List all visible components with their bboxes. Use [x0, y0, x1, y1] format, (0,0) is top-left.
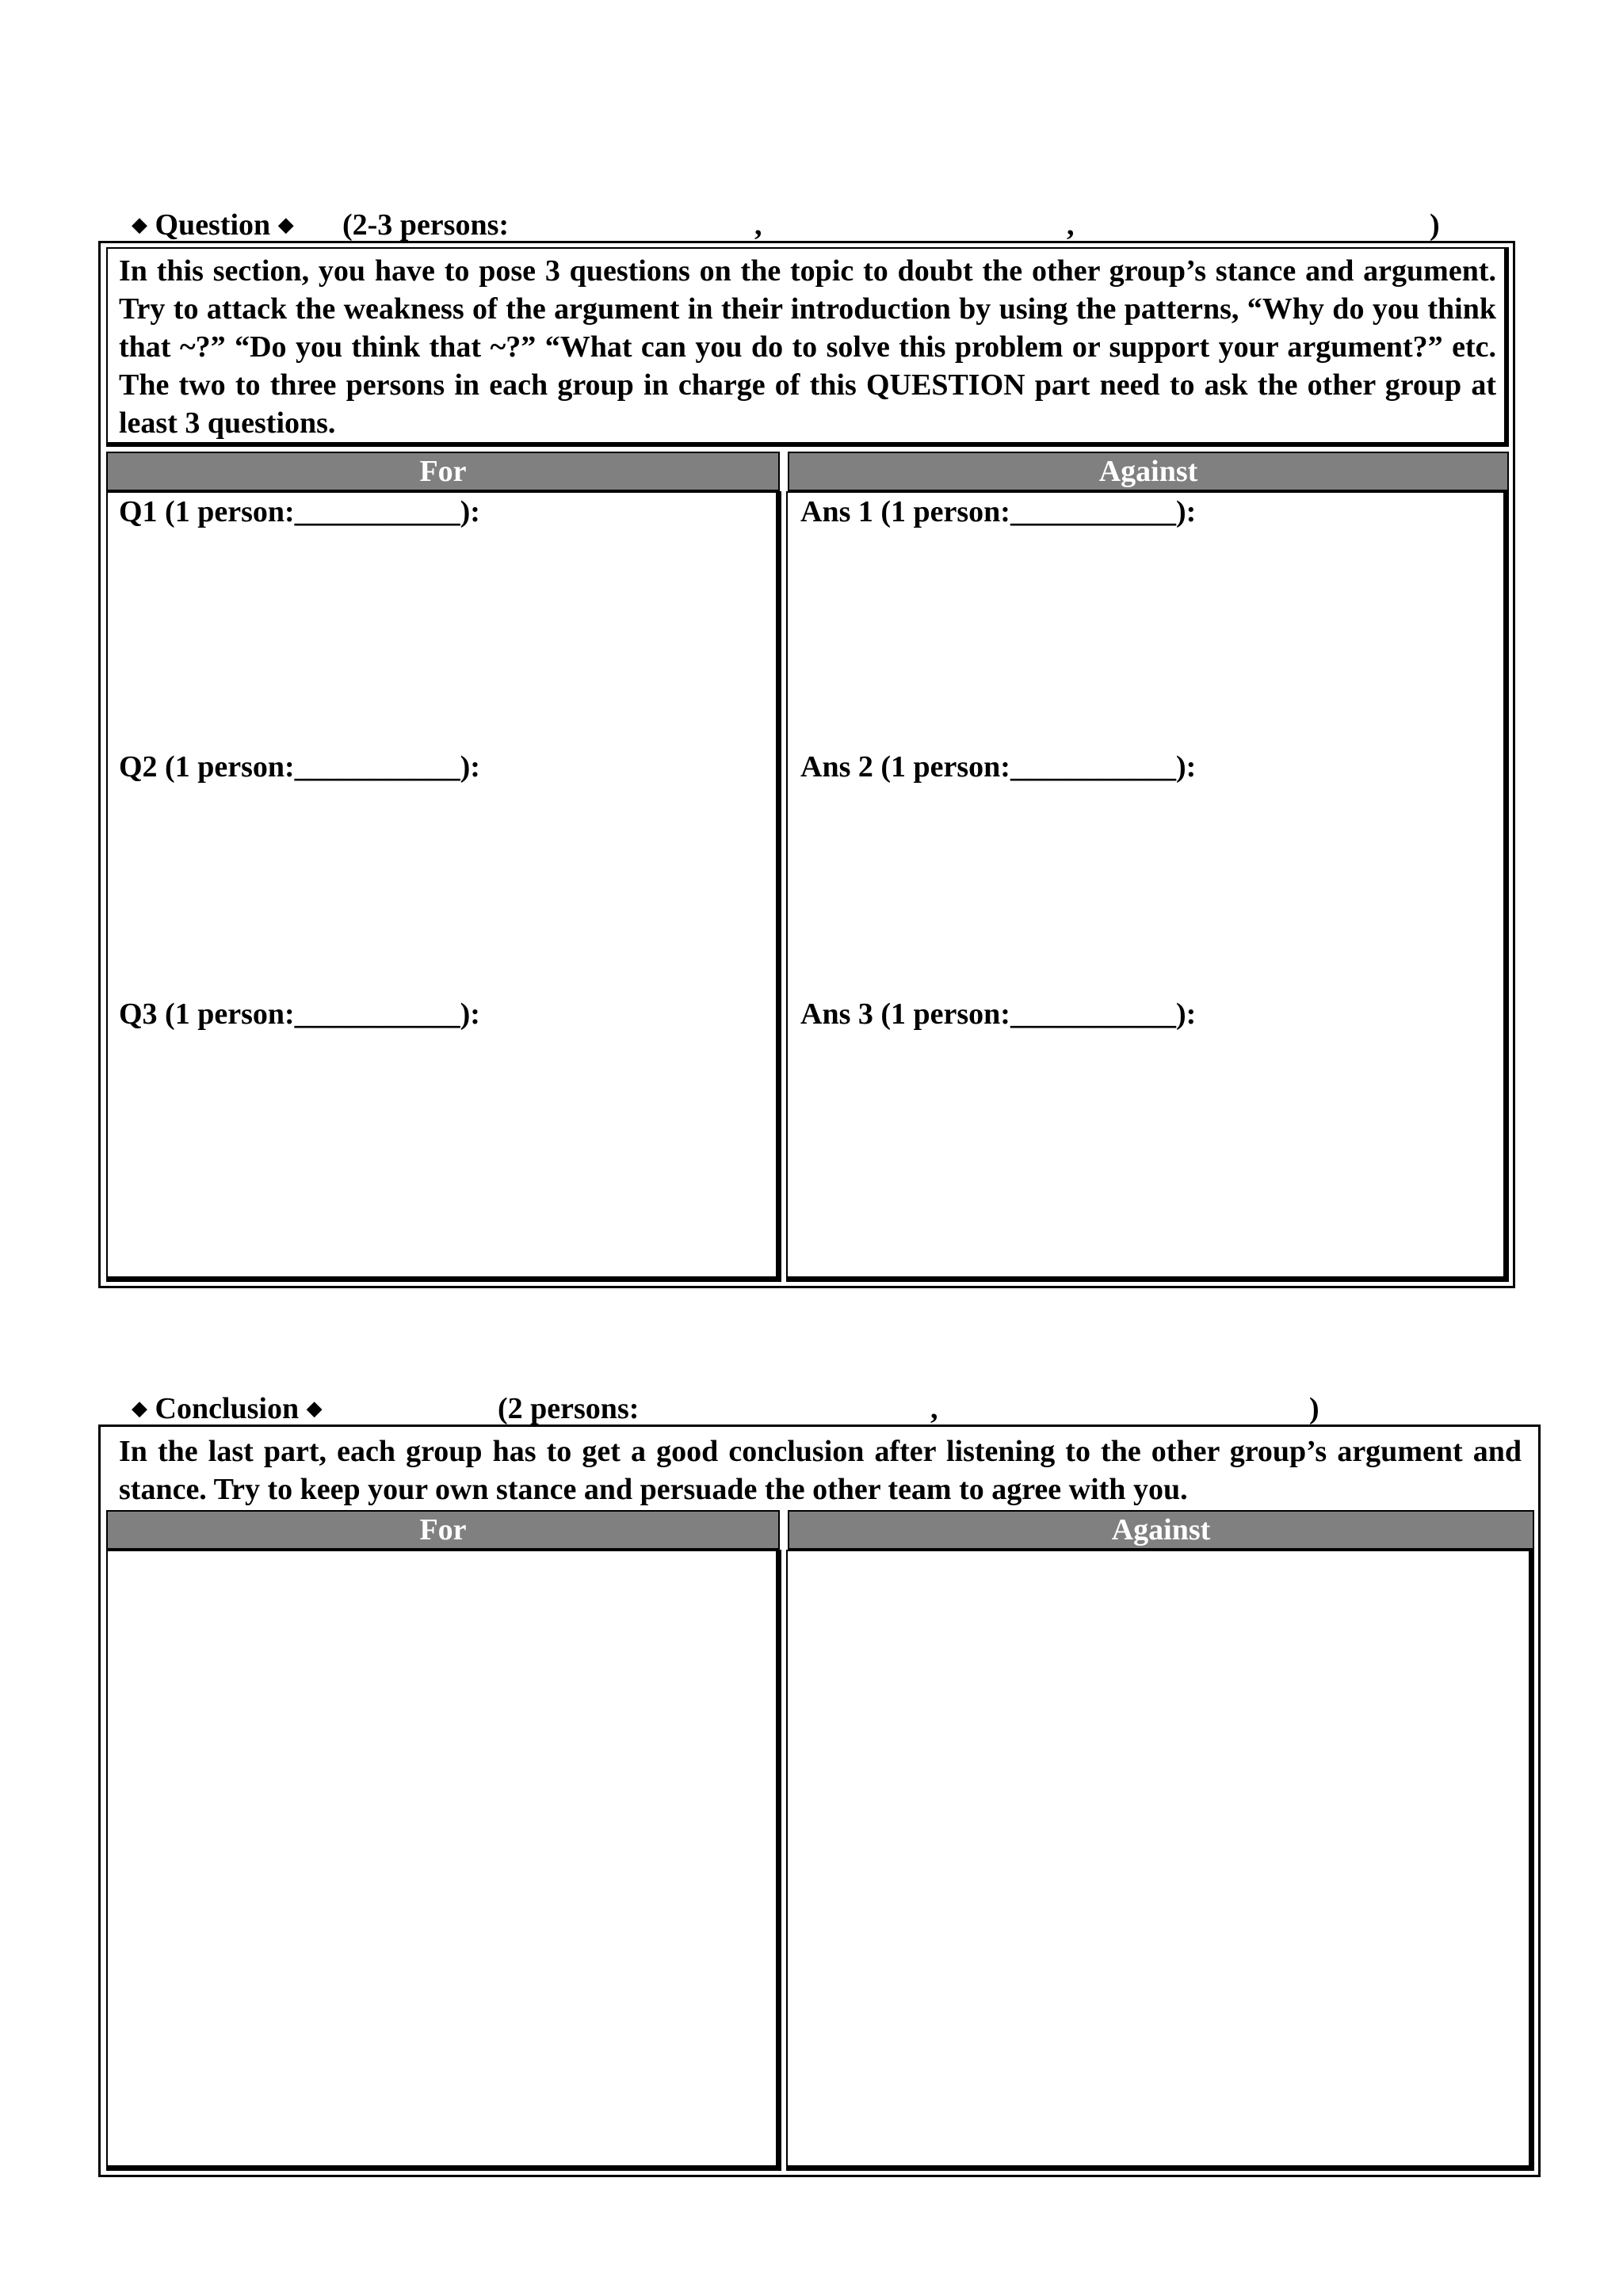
conclusion-persons-close: ) — [1309, 1392, 1319, 1425]
question-ans1-label: Ans 1 (1 person:___________): — [800, 495, 1197, 528]
question-against-column — [786, 491, 1509, 1282]
conclusion-against-column — [786, 1550, 1534, 2171]
question-title: Question — [155, 208, 271, 242]
question-name-separator-2: , — [1067, 208, 1075, 242]
diamond-bullet-icon: ◆ — [132, 1397, 147, 1420]
conclusion-for-header: For — [106, 1510, 780, 1550]
diamond-bullet-icon: ◆ — [277, 213, 294, 236]
diamond-bullet-icon: ◆ — [132, 213, 147, 236]
question-for-column — [106, 491, 781, 1282]
question-q2-label: Q2 (1 person:___________): — [119, 750, 480, 784]
question-against-header: Against — [788, 452, 1509, 491]
question-persons-close: ) — [1430, 208, 1440, 242]
question-persons-label: (2-3 persons: — [342, 208, 510, 242]
question-ans3-label: Ans 3 (1 person:___________): — [800, 997, 1197, 1031]
question-instructions: In this section, you have to pose 3 questions on the topic to doubt the other group’s stance and argument. Try to attack the weakness of the argument in their introduction by using the patterns, “Why do you think that ~?” “Do you think that ~?” “What can you do to solve this problem or support your argument?” etc. The two to three persons in each group in charge of this QUESTION part need to ask the other group at least 3 questions. — [119, 254, 1496, 440]
question-ans2-label: Ans 2 (1 person:___________): — [800, 750, 1197, 784]
conclusion-title: Conclusion — [155, 1392, 300, 1425]
conclusion-persons-label: (2 persons: — [498, 1392, 640, 1425]
conclusion-name-separator-1: , — [930, 1392, 938, 1425]
conclusion-heading — [132, 1391, 323, 1429]
question-for-header: For — [106, 452, 780, 491]
conclusion-against-header: Against — [788, 1510, 1534, 1550]
conclusion-instructions: In the last part, each group has to get a good conclusion after listening to the other group’s argument and stance. Try to keep your own stance and persuade the other team to agree with you. — [119, 1435, 1522, 1506]
question-q1-label: Q1 (1 person:___________): — [119, 495, 480, 528]
diamond-bullet-icon: ◆ — [306, 1397, 323, 1420]
question-name-separator-1: , — [754, 208, 762, 242]
question-heading — [132, 208, 294, 246]
question-q3-label: Q3 (1 person:___________): — [119, 997, 480, 1031]
conclusion-for-column — [106, 1550, 781, 2171]
